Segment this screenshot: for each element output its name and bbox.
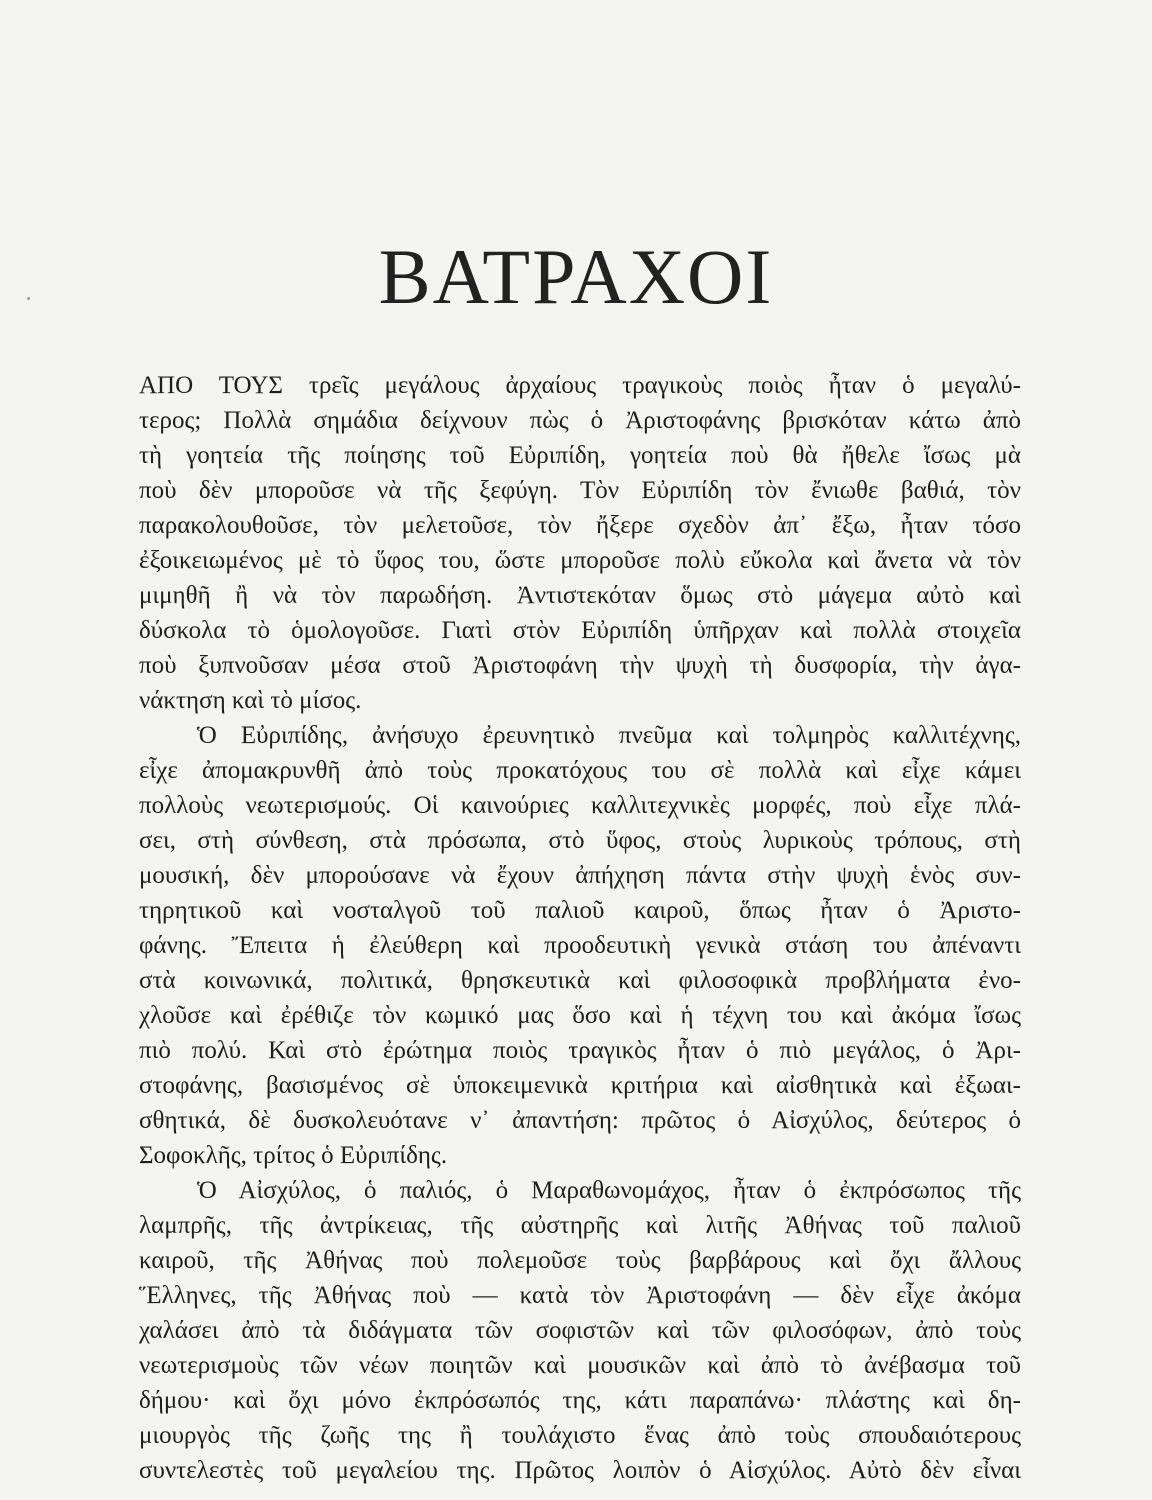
text-line: σθητικά, δὲ δυσκολευότανε ν᾽ ἀπαντήση: πρῶτος ὁ Αἰσχύλος, δεύτερος ὁ xyxy=(139,1107,1021,1134)
text-line: εἶχε ἀπομακρυνθῆ ἀπὸ τοὺς προκατόχους του σὲ πολλὰ καὶ εἶχε κάμει xyxy=(139,757,1021,784)
text-line: μιουργὸς τῆς ζωῆς της ἢ τουλάχιστο ἕνας ἀπὸ τοὺς σπουδαιότερους xyxy=(139,1422,1021,1449)
text-line: νάκτηση καὶ τὸ μίσος. xyxy=(139,687,362,714)
text-line: Ὁ Εὐριπίδης, ἀνήσυχο ἐρευνητικὸ πνεῦμα καὶ τολμηρὸς καλλιτέχνης, xyxy=(197,722,1021,749)
text-line: τὴ γοητεία τῆς ποίησης τοῦ Εὐριπίδη, γοητεία ποὺ θὰ ἤθελε ἴσως μὰ xyxy=(139,442,1021,469)
paragraph-2 xyxy=(139,718,1021,1173)
text-line: σει, στὴ σύνθεση, στὰ πρόσωπα, στὸ ὕφος, στοὺς λυρικοὺς τρόπους, στὴ xyxy=(139,827,1021,854)
text-line: μιμηθῆ ἢ νὰ τὸν παρωδήση. Ἀντιστεκόταν ὅμως στὸ μάγεμα αὐτὸ καὶ xyxy=(139,582,1021,609)
text-line: Ἕλληνες, τῆς Ἀθήνας ποὺ — κατὰ τὸν Ἀριστοφάνη — δὲν εἶχε ἀκόμα xyxy=(139,1282,1021,1309)
text-line: φάνης. Ἔπειτα ἡ ἐλεύθερη καὶ προοδευτικὴ γενικὰ στάση του ἀπέναντι xyxy=(139,932,1021,959)
page-title: ΒΑΤΡΑΧΟΙ xyxy=(378,233,774,320)
text-line: πιὸ πολύ. Καὶ στὸ ἐρώτημα ποιὸς τραγικὸς ἦταν ὁ πιὸ μεγάλος, ὁ Ἀρι- xyxy=(139,1037,1021,1064)
text-line: τηρητικοῦ καὶ νοσταλγοῦ τοῦ παλιοῦ καιροῦ, ὅπως ἦταν ὁ Ἀριστο- xyxy=(139,897,1021,924)
text-line: καιροῦ, τῆς Ἀθήνας ποὺ πολεμοῦσε τοὺς βαρβάρους καὶ ὄχι ἄλλους xyxy=(139,1247,1021,1274)
text-line: παρακολουθοῦσε, τὸν μελετοῦσε, τὸν ἤξερε σχεδὸν ἀπ᾽ ἔξω, ἦταν τόσο xyxy=(139,512,1021,539)
text-line: πολλοὺς νεωτερισμούς. Οἱ καινούριες καλλιτεχνικὲς μορφές, ποὺ εἶχε πλά- xyxy=(139,792,1021,819)
text-line: μουσική, δὲν μπορούσανε νὰ ἔχουν ἀπήχηση πάντα στὴν ψυχὴ ἑνὸς συν- xyxy=(139,862,1021,889)
text-line: Σοφοκλῆς, τρίτος ὁ Εὐριπίδης. xyxy=(139,1142,448,1169)
body-text xyxy=(139,368,1021,1488)
paragraph-1 xyxy=(139,368,1021,718)
text-line: χαλάσει ἀπὸ τὰ διδάγματα τῶν σοφιστῶν καὶ τῶν φιλοσόφων, ἀπὸ τοὺς xyxy=(139,1317,1021,1344)
text-line: στοφάνης, βασισμένος σὲ ὑποκειμενικὰ κριτήρια καὶ αἰσθητικὰ καὶ ἐξωαι- xyxy=(139,1072,1021,1099)
text-line: δύσκολα τὸ ὁμολογοῦσε. Γιατὶ στὸν Εὐριπίδη ὑπῆρχαν καὶ πολλὰ στοιχεῖα xyxy=(139,617,1021,644)
text-line: νεωτερισμοὺς τῶν νέων ποιητῶν καὶ μουσικῶν καὶ ἀπὸ τὸ ἀνέβασμα τοῦ xyxy=(139,1352,1021,1379)
text-line: δήμου· καὶ ὄχι μόνο ἐκπρόσωπός της, κάτι παραπάνω· πλάστης καὶ δη- xyxy=(139,1387,1021,1414)
text-line: χλοῦσε καὶ ἐρέθιζε τὸν κωμικό μας ὅσο καὶ ἡ τέχνη του καὶ ἀκόμα ἴσως xyxy=(139,1002,1021,1029)
text-line: ποὺ ξυπνοῦσαν μέσα στοῦ Ἀριστοφάνη τὴν ψυχὴ τὴ δυσφορία, τὴν ἀγα- xyxy=(139,652,1021,679)
text-line: ΑΠΟ ΤΟΥΣ τρεῖς μεγάλους ἀρχαίους τραγικοὺς ποιὸς ἦταν ὁ μεγαλύ- xyxy=(139,372,1021,399)
text-line: ἐξοικειωμένος μὲ τὸ ὕφος του, ὥστε μποροῦσε πολὺ εὔκολα καὶ ἄνετα νὰ τὸν xyxy=(139,547,1021,574)
text-line: Ὁ Αἰσχύλος, ὁ παλιός, ὁ Μαραθωνομάχος, ἦταν ὁ ἐκπρόσωπος τῆς xyxy=(197,1177,1021,1204)
text-line: ποὺ δὲν μποροῦσε νὰ τῆς ξεφύγη. Τὸν Εὐριπίδη τὸν ἔνιωθε βαθιά, τὸν xyxy=(139,477,1021,504)
text-line: συντελεστὲς τοῦ μεγαλείου της. Πρῶτος λοιπὸν ὁ Αἰσχύλος. Αὐτὸ δὲν εἶναι xyxy=(139,1457,1021,1484)
paragraph-3 xyxy=(139,1173,1021,1488)
text-line: τερος; Πολλὰ σημάδια δείχνουν πὼς ὁ Ἀριστοφάνης βρισκόταν κάτω ἀπὸ xyxy=(139,407,1021,434)
text-line: στὰ κοινωνικά, πολιτικά, θρησκευτικὰ καὶ φιλοσοφικὰ προβλήματα ἐνο- xyxy=(139,967,1021,994)
text-line: λαμπρῆς, τῆς ἀντρίκειας, τῆς αὐστηρῆς καὶ λιτῆς Ἀθήνας τοῦ παλιοῦ xyxy=(139,1212,1021,1239)
